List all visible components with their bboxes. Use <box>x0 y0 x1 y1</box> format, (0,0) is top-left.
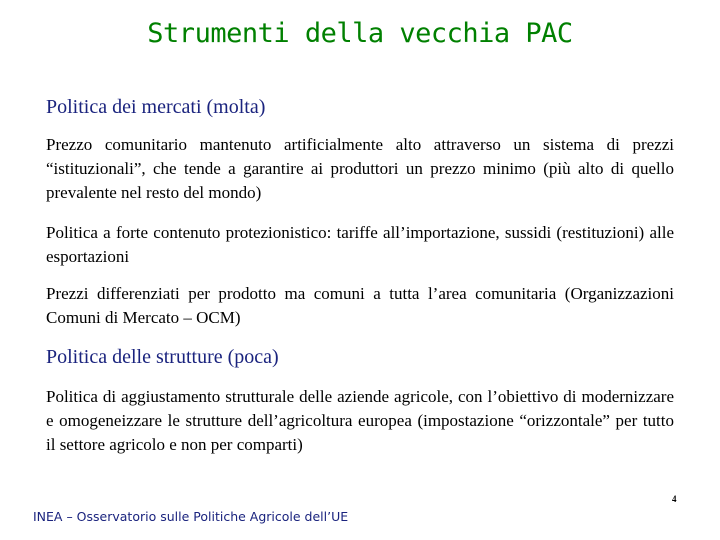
section-heading-structures: Politica delle strutture (poca) <box>46 346 279 368</box>
paragraph-community-price: Prezzo comunitario mantenuto artificialmente alto attraverso un sistema di prezzi “istituzionali”, che tende a garantire ai produttori un prezzo minimo (più alto di quello prevalente nel resto del mondo) <box>46 135 674 202</box>
footer-text: INEA – Osservatorio sulle Politiche Agricole dell’UE <box>33 509 349 524</box>
page-number: 4 <box>672 494 677 504</box>
slide-title: Strumenti della vecchia PAC <box>147 18 573 49</box>
paragraph-protectionism: Politica a forte contenuto protezionistico: tariffe all’importazione, sussidi (restituzioni) alle esportazioni <box>46 223 674 266</box>
section-heading-markets: Politica dei mercati (molta) <box>46 96 266 118</box>
paragraph-differentiated-prices: Prezzi differenziati per prodotto ma comuni a tutta l’area comunitaria (Organizzazioni Comuni di Mercato – OCM) <box>46 284 674 327</box>
paragraph-structural-adjustment: Politica di aggiustamento strutturale delle aziende agricole, con l’obiettivo di modernizzare e omogeneizzare le strutture dell’agricoltura europea (impostazione “orizzontale” per tutto il settore agricolo e non per comparti) <box>46 387 674 454</box>
